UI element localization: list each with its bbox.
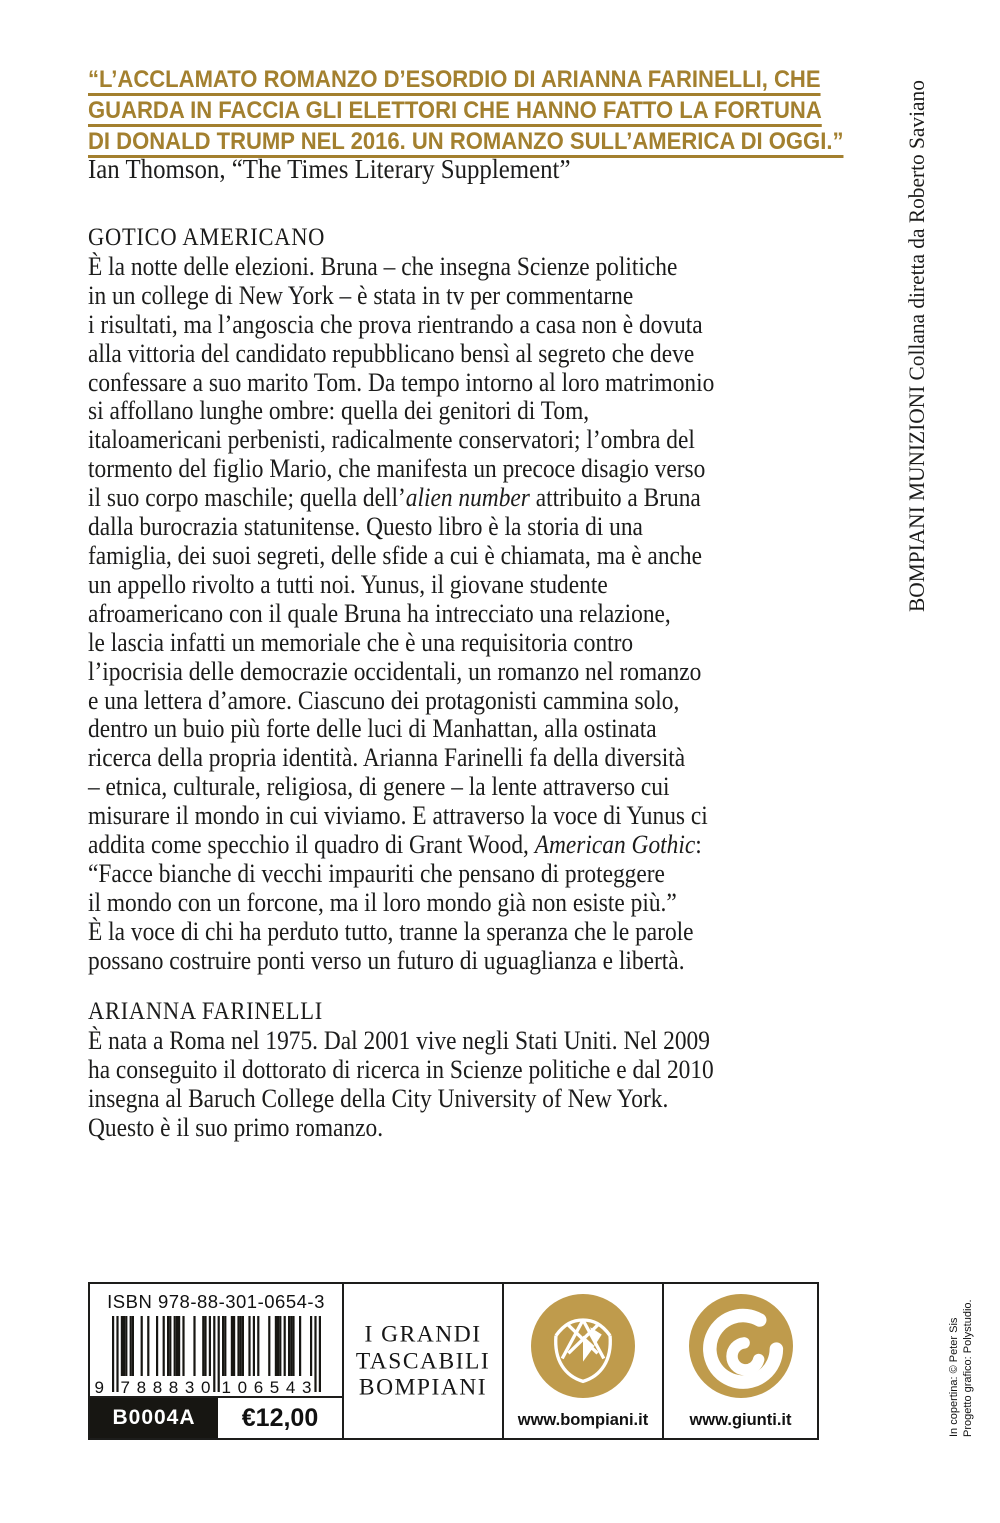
press-quote: “L’ACCLAMATO ROMANZO D’ESORDIO DI ARIANNA FARINELLI, CHE GUARDA IN FACCIA GLI ELETTORI CHE HANNO FATTO LA FORTUNA DI DONALD TRUMP NEL 2016. UN ROMANZO SULL’AMERICA DI OGGI.” [88,66,844,155]
barcode-digit-first: 9 [94,1378,104,1397]
bompiani-url: www.bompiani.it [517,1411,649,1429]
code-price-row [90,1396,342,1438]
synopsis-block [88,224,862,976]
series-label: I GRANDI TASCABILI BOMPIANI [355,1321,491,1401]
series-cell [342,1284,502,1438]
synopsis-heading: GOTICO AMERICANO [88,224,326,251]
author-bio-heading: ARIANNA FARINELLI [88,998,323,1025]
price-label: €12,00 [241,1403,319,1432]
bompiani-cell [502,1284,662,1438]
press-quote-attribution: Ian Thomson, “The Times Literary Supplement” [88,154,571,184]
giunti-logo-icon [689,1294,793,1403]
synopsis-text: È la notte delle elezioni. Bruna – che insegna Scienze politiche in un college di New York – è stata in tv per commentarne i risultati, ma l’angoscia che prova rientrando a casa non è dovuta alla vittoria del candidato repubblicano bensì al segreto che deve confessare a suo marito Tom. Da tempo intorno al loro matrimonio si affollano lunghe ombre: quella dei genitori di Tom, italoamericani perbenisti, radicalmente conservatori; l’ombra del tormento del figlio Mario, che manifesta un precoce disagio verso il suo corpo maschile; quella dell’alien number attribuito a Bruna dalla burocrazia statunitense. Questo libro è la storia di una famiglia, dei suoi segreti, delle sfide a cui è chiamata, ma è anche un appello rivolto a tutti noi. Yunus, il giovane studente afroamericano con il quale Bruna ha intrecciato una relazione, le lascia infatti un memoriale che è una requisitoria contro l’ipocrisia delle democrazie occidentali, un romanzo nel romanzo e una lettera d’amore. Ciascuno dei protagonisti cammina solo, dentro un buio più forte delle luci di Manhattan, alla ostinata ricerca della propria identità. Arianna Farinelli fa della diversità – etnica, culturale, religiosa, di genere – la lente attraverso cui misurare il mondo in cui viviamo. E attraverso la voce di Yunus ci addita come specchio il quadro di Grant Wood, American Gothic: “Facce bianche di vecchi impauriti che pensano di proteggere il mondo con un forcone, ma il loro mondo già non esiste più.” È la voce di chi ha perduto tutto, tranne la speranza che le parole possano costruire ponti verso un futuro di uguaglianza e libertà. [88,251,715,975]
barcode-cell [90,1284,342,1438]
ean-barcode [94,1316,321,1398]
edition-code-badge: B0004A [90,1398,218,1438]
bompiani-logo-icon [531,1294,635,1403]
author-bio-text: È nata a Roma nel 1975. Dal 2001 vive negli Stati Uniti. Nel 2009 ha conseguito il dottorato di ricerca in Scienze politiche e dal 2010 insegna al Baruch College della City University of New York. Questo è il suo primo romanzo. [88,1025,714,1142]
collana-spine-text: BOMPIANI MUNIZIONI Collana diretta da Roberto Saviano [904,80,929,613]
footer-bar [88,1282,819,1440]
isbn-label: ISBN 978-88-301-0654-3 [107,1291,325,1312]
barcode-digit-group-1: 7 8 8 8 3 0 [120,1378,211,1397]
giunti-cell [662,1284,817,1438]
giunti-url: www.giunti.it [689,1411,792,1429]
barcode-digit-group-2: 1 0 6 5 4 3 [221,1378,312,1397]
author-bio-block [88,998,862,1143]
cover-credits: In copertina: © Peter Sis Progetto grafico: Polystudio. [948,1299,974,1437]
